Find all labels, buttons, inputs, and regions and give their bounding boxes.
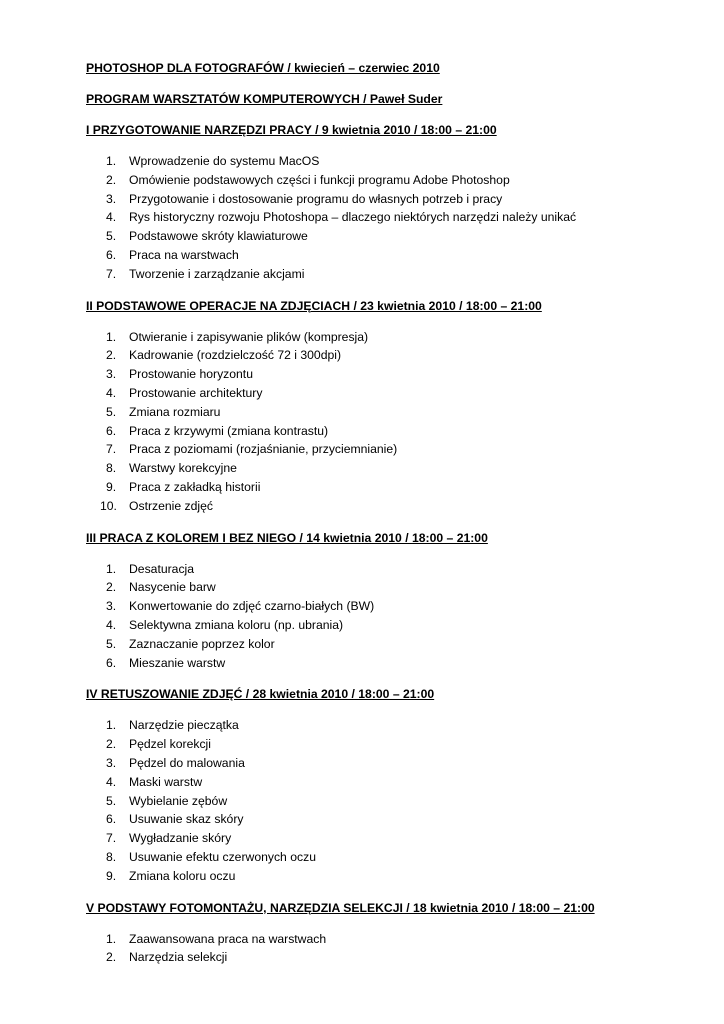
list-item: 4. Rys historyczny rozwoju Photoshopa – dlaczego niektórych narzędzi należy unikać	[106, 210, 577, 225]
section-title-4: IV RETUSZOWANIE ZDJĘĆ / 28 kwietnia 2010 / 18:00 – 21:00	[86, 687, 435, 702]
section-title-2: II PODSTAWOWE OPERACJE NA ZDJĘCIACH / 23 kwietnia 2010 / 18:00 – 21:00	[86, 298, 542, 313]
section-title-3: III PRACA Z KOLOREM I BEZ NIEGO / 14 kwietnia 2010 / 18:00 – 21:00	[86, 530, 488, 545]
list-item: 1. Narzędzie pieczątka	[106, 718, 239, 733]
section-title-1: I PRZYGOTOWANIE NARZĘDZI PRACY / 9 kwietnia 2010 / 18:00 – 21:00	[86, 123, 497, 137]
list-item: 2. Nasycenie barw	[106, 580, 216, 595]
list-item: 7. Tworzenie i zarządzanie akcjami	[106, 266, 305, 281]
list-item: 10. Ostrzenie zdjęć	[100, 498, 213, 513]
list-item: 1. Desaturacja	[106, 561, 195, 576]
list-item: 1. Zaawansowana praca na warstwach	[106, 931, 327, 946]
list-item: 3. Konwertowanie do zdjęć czarno-białych (BW)	[106, 599, 375, 614]
section-list-4	[86, 716, 686, 885]
list-item: 1. Wprowadzenie do systemu MacOS	[106, 154, 320, 168]
list-item: 5. Podstawowe skróty klawiaturowe	[106, 229, 308, 244]
list-item: 1. Otwieranie i zapisywanie plików (kompresja)	[106, 329, 369, 344]
list-item: 6. Usuwanie skaz skóry	[106, 812, 244, 827]
list-item: 3. Przygotowanie i dostosowanie programu do własnych potrzeb i pracy	[106, 191, 503, 206]
section-title-5: V PODSTAWY FOTOMONTAŻU, NARZĘDZIA SELEKCJI / 18 kwietnia 2010 / 18:00 – 21:00	[86, 900, 595, 915]
list-item: 2. Pędzel korekcji	[106, 737, 211, 752]
list-item: 9. Zmiana koloru oczu	[106, 868, 236, 883]
list-item: 9. Praca z zakładką historii	[106, 479, 261, 494]
list-item: 7. Praca z poziomami (rozjaśnianie, przyciemnianie)	[106, 442, 398, 457]
list-item: 6. Mieszanie warstw	[106, 655, 226, 670]
list-item: 5. Zmiana rozmiaru	[106, 404, 221, 419]
list-item: 3. Pędzel do malowania	[106, 755, 245, 770]
list-item: 8. Warstwy korekcyjne	[106, 461, 237, 476]
list-item: 3. Prostowanie horyzontu	[106, 367, 253, 382]
section-list-2	[86, 328, 686, 516]
list-item: 2. Kadrowanie (rozdzielczość 72 i 300dpi)	[106, 348, 342, 363]
program-heading: PROGRAM WARSZTATÓW KOMPUTEROWYCH / Paweł Suder	[86, 92, 443, 106]
list-item: 8. Usuwanie efektu czerwonych oczu	[106, 849, 316, 864]
list-item: 6. Praca na warstwach	[106, 247, 239, 262]
section-list-5	[86, 930, 686, 968]
list-item: 4. Prostowanie architektury	[106, 385, 263, 400]
list-item: 6. Praca z krzywymi (zmiana kontrastu)	[106, 423, 329, 438]
section-list-3	[86, 560, 686, 673]
list-item: 5. Wybielanie zębów	[106, 793, 228, 808]
document-page	[86, 59, 686, 980]
list-item: 4. Selektywna zmiana koloru (np. ubrania)	[106, 617, 344, 632]
document-title: PHOTOSHOP DLA FOTOGRAFÓW / kwiecień – czerwiec 2010	[86, 61, 440, 75]
list-item: 2. Narzędzia selekcji	[106, 950, 228, 965]
list-item: 7. Wygładzanie skóry	[106, 831, 232, 846]
list-item: 5. Zaznaczanie poprzez kolor	[106, 636, 275, 651]
section-list-1	[86, 152, 686, 284]
list-item: 2. Omówienie podstawowych części i funkcji programu Adobe Photoshop	[106, 172, 510, 187]
list-item: 4. Maski warstw	[106, 774, 203, 789]
